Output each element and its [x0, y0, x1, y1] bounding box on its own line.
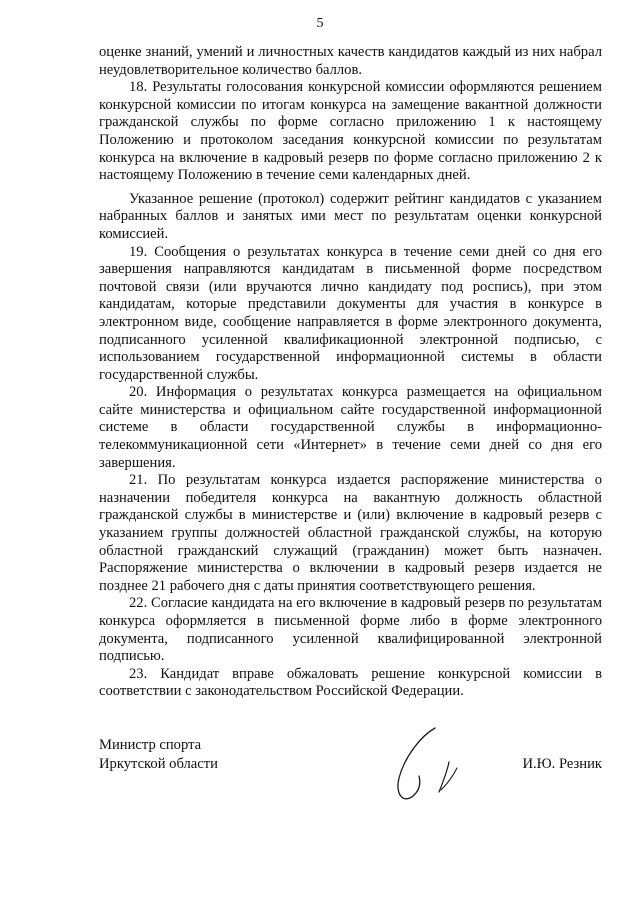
paragraph-22: 22. Согласие кандидата на его включение в кадровый резерв по результатам конкурса оформляется в письменной форме либо в форме электронного документа, подписанного усиленной квалифицированной электронной подписью. — [99, 595, 602, 665]
document-body — [99, 44, 602, 701]
signature-block — [99, 736, 602, 806]
signatory-title — [99, 736, 218, 774]
paragraph-18: 18. Результаты голосования конкурсной комиссии оформляются решением конкурсной комиссии по итогам конкурса на замещение вакантной должности гражданской службы по форме согласно приложению 1 к настоящему Положению и протоколом заседания конкурсной комиссии по результатам конкурса на включение в кадровый резерв по форме согласно приложению 2 к настоящему Положению в течение семи календарных дней. — [99, 79, 602, 184]
signatory-title-line2: Иркутской области — [99, 756, 218, 772]
paragraph-continuation: оценке знаний, умений и личностных качеств кандидатов каждый из них набрал неудовлетворительное количество баллов. — [99, 44, 602, 78]
paragraph-18-decision: Указанное решение (протокол) содержит рейтинг кандидатов с указанием набранных баллов и занятых ими мест по результатам оценки конкурсной комиссией. — [99, 190, 602, 242]
page-number: 5 — [316, 16, 324, 31]
handwritten-signature — [391, 722, 481, 812]
paragraph-20: 20. Информация о результатах конкурса размещается на официальном сайте министерства и официальном сайте государственной информационной системе в области государственной службы в информационно-телекоммуникационной сети «Интернет» в течение семи дней со дня его завершения. — [99, 384, 602, 471]
paragraph-19: 19. Сообщения о результатах конкурса в течение семи дней со дня его завершения направляются кандидатам в письменной форме посредством почтовой связи (или вручаются лично кандидату под роспись), при этом кандидатам, которые представили документы для участия в конкурсе в электронном виде, сообщение направляется в форме электронного документа, подписанного усиленной квалификационной электронной подписью, с использованием государственной информационной системы в области государственной службы. — [99, 243, 602, 383]
signatory-name: И.Ю. Резник — [522, 756, 602, 772]
signatory-title-line1: Министр спорта — [99, 737, 202, 753]
paragraph-23: 23. Кандидат вправе обжаловать решение конкурсной комиссии в соответствии с законодательством Российской Федерации. — [99, 665, 602, 700]
paragraph-21: 21. По результатам конкурса издается распоряжение министерства о назначении победителя конкурса на вакантную должность областной гражданской службы в министерстве и (или) включение в кадровый резерв с указанием группы должностей областной гражданской службы, на которую областной гражданский служащий (гражданин) может быть назначен. Распоряжение министерства о включении в кадровый резерв издается не позднее 21 рабочего дня с даты принятия соответствующего решения. — [99, 472, 602, 594]
